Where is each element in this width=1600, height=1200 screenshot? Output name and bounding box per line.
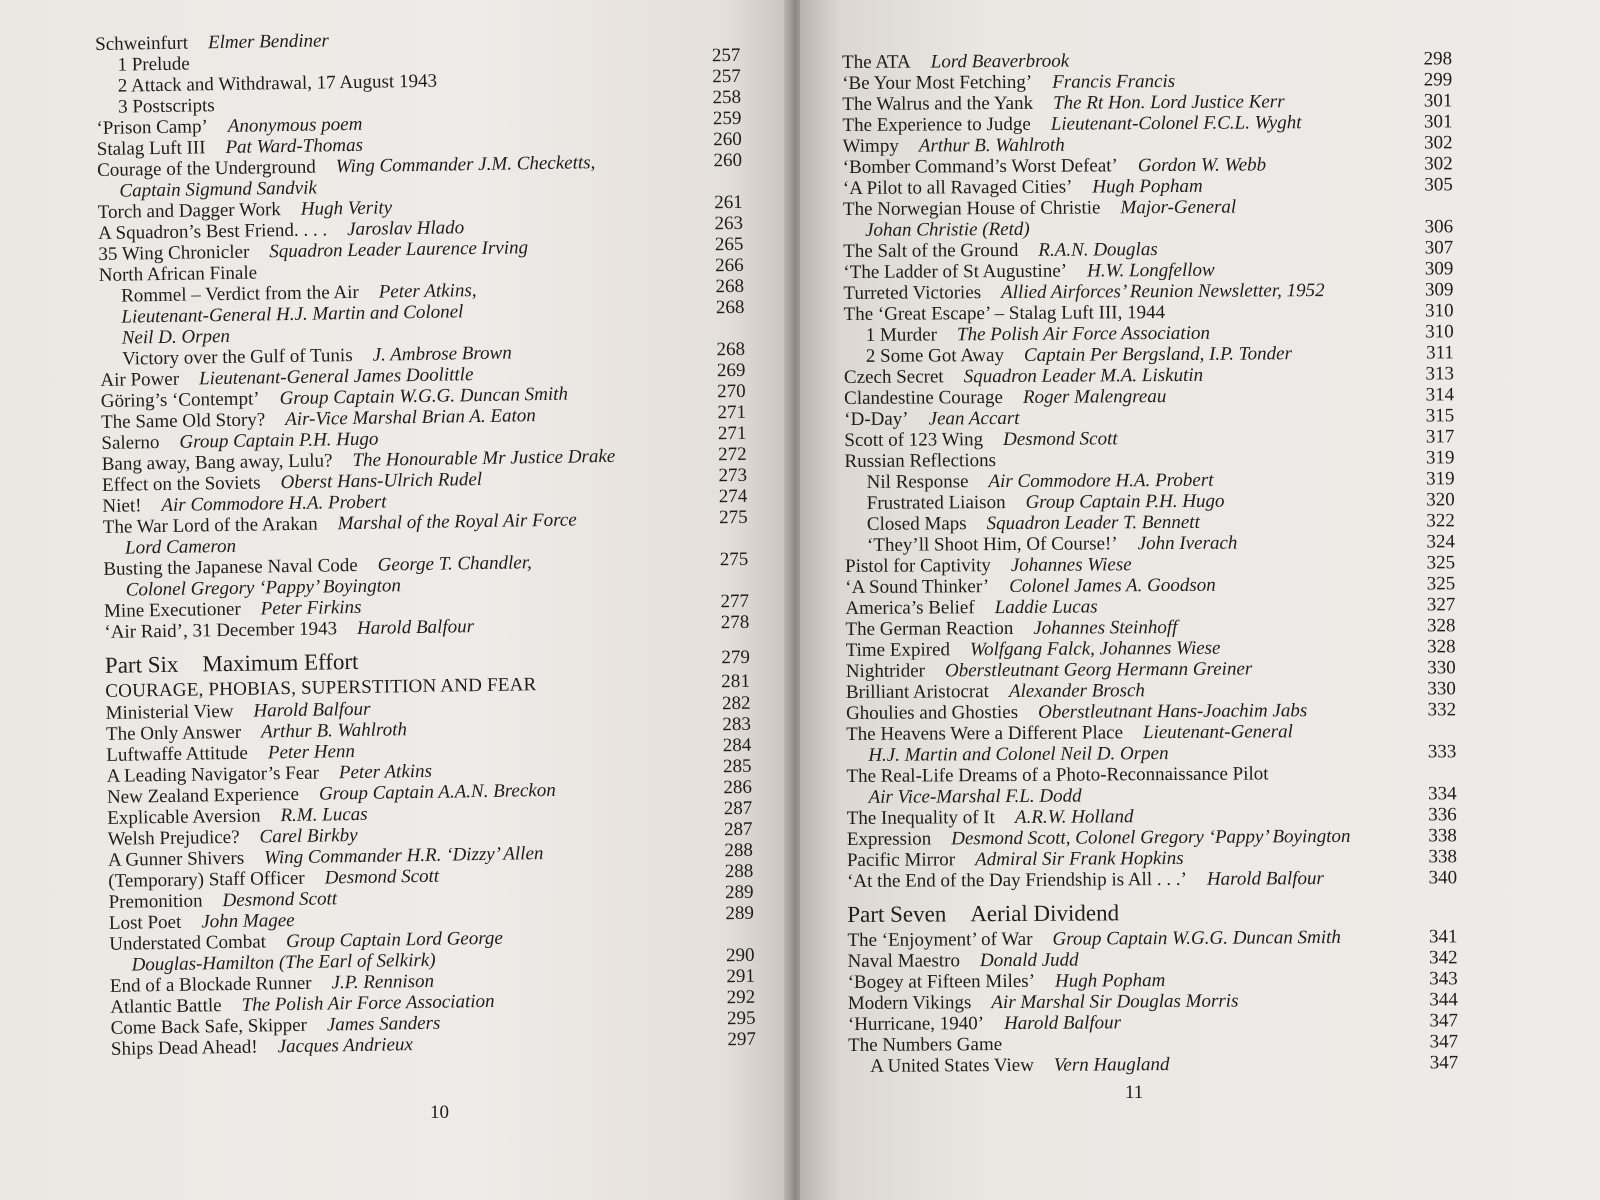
entry-page-number: 324 xyxy=(1426,531,1456,553)
part-label: Part Six xyxy=(104,651,179,678)
entry-author: Jean Accart xyxy=(928,407,1020,430)
entry-title: The ‘Great Escape’ – Stalag Luft III, 1944 xyxy=(843,302,1166,325)
entry-author: Alexander Brosch xyxy=(1008,680,1145,702)
entry-author: Elmer Bendiner xyxy=(207,30,330,54)
entry-page-number: 330 xyxy=(1427,657,1456,679)
entry-author: Harold Balfour xyxy=(253,698,371,722)
entry-page-number: 327 xyxy=(1426,594,1456,616)
entry-author: Allied Airforces’ Reunion Newsletter, 1952 xyxy=(1001,280,1325,304)
entry-author: Desmond Scott xyxy=(324,865,440,889)
entry-page-number xyxy=(672,187,742,188)
entry-author: Desmond Scott xyxy=(222,888,338,912)
entry-author: Admiral Sir Frank Hopkins xyxy=(975,847,1184,871)
entry-title: The Only Answer xyxy=(105,721,242,745)
entry-title: Pacific Mirror xyxy=(846,849,956,871)
entry-author: Air-Vice Marshal Brian A. Eaton xyxy=(285,405,536,431)
entry-author: Vern Haugland xyxy=(1053,1054,1170,1076)
entry-author: Hugh Verity xyxy=(300,197,393,220)
entry-author: Group Captain P.H. Hugo xyxy=(1025,490,1225,513)
entry-page-number: 282 xyxy=(721,692,751,715)
entry-author: Group Captain W.G.G. Duncan Smith xyxy=(279,383,569,410)
entry-page-number: 268 xyxy=(716,338,746,361)
entry-author: J.P. Rennison xyxy=(331,970,435,994)
entry-page-number: 347 xyxy=(1429,1010,1458,1032)
entry-author: Johannes Steinhoff xyxy=(1033,616,1178,639)
entry-author: Captain Per Bergsland, I.P. Tonder xyxy=(1023,343,1292,366)
entry-page-number: 270 xyxy=(717,380,746,403)
entry-page-number: 325 xyxy=(1426,573,1456,595)
entry-page-number xyxy=(670,40,740,41)
entry-page-number: 265 xyxy=(714,233,744,256)
entry-author: Group Captain W.G.G. Duncan Smith xyxy=(1052,926,1341,950)
entry-author: Peter Atkins xyxy=(338,760,433,784)
right-entries-after xyxy=(847,926,1458,1077)
part-seven-heading xyxy=(847,896,1457,930)
left-entries-after xyxy=(106,693,757,1060)
entry-page-number: 258 xyxy=(712,86,742,109)
entry-title: 2 Attack and Withdrawal, 17 August 1943 xyxy=(117,70,438,97)
entry-author: Marshal of the Royal Air Force xyxy=(337,509,577,535)
entry-title: The ‘Enjoyment’ of War xyxy=(847,928,1033,951)
entry-page-number: 268 xyxy=(715,275,745,298)
entry-author: Air Commodore H.A. Probert xyxy=(988,469,1214,493)
entry-page-number: 328 xyxy=(1427,636,1456,658)
entry-title: Stalag Luft III xyxy=(96,137,206,160)
entry-author: Oberstleutnant Georg Hermann Greiner xyxy=(944,658,1253,682)
entry-page-number: 319 xyxy=(1426,468,1455,490)
part-title: Maximum Effort xyxy=(202,648,359,677)
entry-page-number: 310 xyxy=(1425,321,1454,343)
entry-author: Air Vice-Marshal F.L. Dodd xyxy=(868,785,1082,808)
entry-author: Lieutenant-General H.J. Martin and Colonel xyxy=(121,301,464,328)
entry-author: Lord Beaverbrook xyxy=(930,50,1070,73)
entry-title: A Leading Navigator’s Fear xyxy=(106,762,320,787)
entry-author: The Polish Air Force Association xyxy=(241,990,495,1016)
entry-page-number: 344 xyxy=(1429,989,1458,1011)
right-toc xyxy=(842,48,1458,1077)
entry-title: New Zealand Experience xyxy=(106,783,300,808)
entry-author: John Iverach xyxy=(1137,532,1238,555)
entry-title: Effect on the Soviets xyxy=(101,472,261,496)
right-page xyxy=(800,0,1600,1200)
entry-page-number xyxy=(684,940,754,941)
toc-entry xyxy=(847,867,1457,892)
entry-title: America’s Belief xyxy=(845,597,975,619)
entry-title: ‘Be Your Most Fetching’ xyxy=(842,71,1033,94)
entry-title: ‘The Ladder of St Augustine’ xyxy=(843,260,1068,283)
entry-page-number: 266 xyxy=(715,254,744,277)
entry-title: Ships Dead Ahead! xyxy=(110,1036,258,1060)
entry-page-number: 338 xyxy=(1428,825,1457,847)
entry-author: Colonel Gregory ‘Pappy’ Boyington xyxy=(125,575,402,601)
entry-page-number: 333 xyxy=(1427,741,1457,763)
entry-author: The Polish Air Force Association xyxy=(956,322,1211,346)
entry-title: 35 Wing Chronicler xyxy=(98,241,250,265)
entry-page-number: 271 xyxy=(717,401,747,424)
entry-title: Wimpy xyxy=(842,135,899,157)
entry-author: Lord Cameron xyxy=(124,535,237,559)
entry-page-number: 260 xyxy=(713,128,742,151)
entry-author: Group Captain A.A.N. Breckon xyxy=(318,779,556,805)
entry-title: 2 Some Got Away xyxy=(865,345,1005,367)
entry-page-number: 311 xyxy=(1425,342,1454,364)
entry-author: Peter Atkins, xyxy=(378,280,477,303)
entry-page-number: 315 xyxy=(1425,405,1455,427)
entry-page-number: 338 xyxy=(1428,846,1457,868)
entry-author: Air Commodore H.A. Probert xyxy=(161,491,387,517)
entry-title: Clandestine Courage xyxy=(844,387,1004,409)
entry-page-number: 343 xyxy=(1429,968,1458,990)
entry-title: Luftwaffe Attitude xyxy=(106,742,249,766)
entry-author: The Honourable Mr Justice Drake xyxy=(352,445,616,472)
entry-page-number: 301 xyxy=(1423,90,1453,112)
entry-author: Desmond Scott xyxy=(1003,428,1118,451)
entry-author: J. Ambrose Brown xyxy=(372,342,512,366)
entry-page-number: 272 xyxy=(718,443,747,466)
entry-page-number: 277 xyxy=(720,590,750,613)
entry-title: Come Back Safe, Skipper xyxy=(110,1014,308,1039)
entry-author: R.A.N. Douglas xyxy=(1038,239,1158,261)
entry-author: Oberst Hans-Ulrich Rudel xyxy=(280,468,483,494)
entry-title: A United States View xyxy=(870,1054,1034,1077)
entry-page-number: 259 xyxy=(712,107,742,130)
entry-title: Air Power xyxy=(100,368,180,391)
entry-page-number: 297 xyxy=(727,1028,757,1051)
entry-page-number: 288 xyxy=(724,860,754,883)
entry-title: A Gunner Shivers xyxy=(107,847,245,871)
entry-page-number: 330 xyxy=(1427,678,1456,700)
entry-author: Group Captain Lord George xyxy=(285,927,504,953)
entry-page-number: 347 xyxy=(1429,1052,1459,1074)
entry-author: R.M. Lucas xyxy=(280,803,368,827)
entry-page-number: 287 xyxy=(723,818,753,841)
entry-page-number xyxy=(678,544,748,545)
entry-page-number: 298 xyxy=(1423,48,1453,70)
entry-title: Russian Reflections xyxy=(844,450,997,472)
entry-title: Victory over the Gulf of Tunis xyxy=(121,344,353,370)
entry-page-number: 287 xyxy=(723,797,753,820)
entry-page-number: 305 xyxy=(1424,174,1453,196)
entry-page-number: 325 xyxy=(1426,552,1456,574)
entry-page-number: 278 xyxy=(720,611,750,634)
entry-author: Air Marshal Sir Douglas Morris xyxy=(991,990,1239,1014)
entry-author: Wolfgang Falck, Johannes Wiese xyxy=(969,637,1221,661)
entry-title: ‘Prison Camp’ xyxy=(96,116,208,139)
entry-author: Captain Sigmund Sandvik xyxy=(119,177,318,202)
entry-title: North African Finale xyxy=(98,262,258,286)
entry-author: Harold Balfour xyxy=(356,616,475,639)
entry-title: (Temporary) Staff Officer xyxy=(108,867,305,892)
entry-page-number: 340 xyxy=(1428,867,1458,889)
entry-page-number: 289 xyxy=(724,881,754,904)
entry-page-number: 261 xyxy=(714,191,743,214)
entry-title: Time Expired xyxy=(845,639,951,661)
entry-author: Arthur B. Wahlroth xyxy=(260,719,408,743)
entry-page-number: 322 xyxy=(1426,510,1455,532)
entry-title: 1 Murder xyxy=(865,324,938,346)
entry-author: George T. Chandler, xyxy=(377,552,532,576)
entry-page-number: 334 xyxy=(1427,783,1457,805)
entry-title: ‘A Sound Thinker’ xyxy=(845,576,990,598)
entry-page-number: 263 xyxy=(714,212,744,235)
entry-title: The War Lord of the Arakan xyxy=(102,513,318,538)
entry-title: ‘Bomber Command’s Worst Defeat’ xyxy=(842,155,1118,178)
entry-author: Carel Birkby xyxy=(259,824,358,848)
entry-author: Major-General xyxy=(1120,196,1237,219)
page-number-left: 10 xyxy=(430,1102,449,1123)
entry-page-number: 299 xyxy=(1423,69,1453,91)
entry-page-number: 332 xyxy=(1427,699,1457,721)
entry-author: Squadron Leader T. Bennett xyxy=(986,511,1200,535)
entry-title: Scott of 123 Wing xyxy=(844,429,984,451)
entry-author: Francis Francis xyxy=(1052,70,1176,93)
entry-title: Nightrider xyxy=(845,660,926,682)
entry-title: Schweinfurt xyxy=(95,32,189,55)
entry-title: Lost Poet xyxy=(108,911,182,934)
entry-author: Harold Balfour xyxy=(1003,1012,1122,1035)
entry-author: Johan Christie (Retd) xyxy=(865,218,1030,241)
entry-title: A Squadron’s Best Friend. . . . xyxy=(97,219,328,244)
entry-page-number: 319 xyxy=(1425,447,1455,469)
entry-page-number: 302 xyxy=(1424,153,1453,175)
entry-page-number: 275 xyxy=(719,548,749,571)
entry-author: Wing Commander H.R. ‘Dizzy’ Allen xyxy=(263,843,544,869)
entry-page-number: 288 xyxy=(724,839,754,862)
entry-author: Harold Balfour xyxy=(1206,868,1324,890)
entry-author: Jaroslav Hlado xyxy=(347,217,465,241)
entry-title: Niet! xyxy=(102,495,142,517)
entry-page-number: 289 xyxy=(725,902,755,925)
entry-page-number: 310 xyxy=(1425,300,1454,322)
entry-page-number: 328 xyxy=(1426,615,1456,637)
entry-page-number: 314 xyxy=(1425,384,1455,406)
entry-page-number: 286 xyxy=(723,776,753,799)
entry-title: Courage of the Underground xyxy=(96,156,316,181)
entry-title: Modern Vikings xyxy=(847,992,972,1014)
entry-page-number: 274 xyxy=(718,485,748,508)
entry-title: ‘D-Day’ xyxy=(844,408,909,430)
entry-page-number: 317 xyxy=(1425,426,1455,448)
entry-author: Peter Henn xyxy=(267,741,356,764)
entry-title: ‘They’ll Shoot Him, Of Course!’ xyxy=(866,533,1118,556)
section-title: COURAGE, PHOBIAS, SUPERSTITION AND FEAR xyxy=(105,674,537,702)
entry-author: Jacques Andrieux xyxy=(277,1034,414,1058)
entry-author: Douglas-Hamilton (The Earl of Selkirk) xyxy=(131,949,436,976)
entry-title: Expression xyxy=(846,828,932,850)
entry-author: Pat Ward-Thomas xyxy=(225,134,364,158)
part-page-number: 279 xyxy=(721,646,751,669)
entry-page-number: 260 xyxy=(713,149,743,172)
entry-author: Gordon W. Webb xyxy=(1137,154,1267,177)
entry-author: Arthur B. Wahlroth xyxy=(918,134,1065,157)
entry-author: The Rt Hon. Lord Justice Kerr xyxy=(1052,91,1285,114)
entry-author: Squadron Leader M.A. Liskutin xyxy=(963,364,1204,388)
entry-page-number: 307 xyxy=(1424,237,1454,259)
entry-title: The ATA xyxy=(842,51,911,73)
entry-page-number: 301 xyxy=(1423,111,1453,133)
entry-page-number: 269 xyxy=(716,359,746,382)
entry-author: Anonymous poem xyxy=(227,113,363,137)
entry-page-number: 257 xyxy=(711,44,741,67)
entry-title: The Real-Life Dreams of a Photo-Reconnaissance Pilot xyxy=(846,763,1269,787)
toc-entry xyxy=(848,1052,1458,1077)
entry-page-number: 273 xyxy=(718,464,748,487)
entry-title: ‘At the End of the Day Friendship is All . . .’ xyxy=(847,868,1187,892)
entry-author: Lieutenant-General James Doolittle xyxy=(198,364,474,390)
entry-title: ‘Air Raid’, 31 December 1943 xyxy=(104,618,338,643)
section-page-number: 281 xyxy=(720,670,751,693)
entry-author: Donald Judd xyxy=(979,949,1079,972)
entry-page-number: 271 xyxy=(717,422,747,445)
entry-page-number: 347 xyxy=(1429,1031,1459,1053)
entry-title: Mine Executioner xyxy=(103,598,241,622)
left-entries-before xyxy=(95,24,749,643)
entry-author: Johannes Wiese xyxy=(1010,554,1132,576)
entry-title: Explicable Aversion xyxy=(107,805,261,829)
entry-title: The Inequality of It xyxy=(846,807,996,829)
part-label: Part Seven xyxy=(847,901,947,927)
entry-title: Rommel – Verdict from the Air xyxy=(120,281,359,307)
entry-page-number: 313 xyxy=(1425,363,1455,385)
entry-title: The Walrus and the Yank xyxy=(842,92,1034,115)
entry-title: Nil Response xyxy=(866,471,969,493)
left-page xyxy=(0,0,790,1200)
entry-author: Laddie Lucas xyxy=(994,596,1098,619)
entry-page-number: 285 xyxy=(722,755,752,778)
entry-title: Brilliant Aristocrat xyxy=(845,681,989,703)
entry-page-number: 284 xyxy=(722,734,752,757)
entry-title: Frustrated Liaison xyxy=(866,492,1006,514)
entry-title: End of a Blockade Runner xyxy=(109,972,312,997)
entry-author: John Magee xyxy=(201,909,295,933)
entry-title: The Same Old Story? xyxy=(100,409,266,433)
entry-page-number: 257 xyxy=(712,65,741,88)
entry-author: Group Captain P.H. Hugo xyxy=(179,428,379,453)
entry-page-number xyxy=(679,586,749,587)
entry-title: The German Reaction xyxy=(845,617,1014,640)
entry-title: 3 Postscripts xyxy=(117,95,215,118)
entry-page-number: 268 xyxy=(715,296,745,319)
entry-title: Czech Secret xyxy=(843,366,944,388)
entry-page-number: 306 xyxy=(1424,216,1454,238)
entry-page-number: 341 xyxy=(1428,926,1458,948)
page-number-right: 11 xyxy=(1125,1082,1144,1103)
entry-page-number: 295 xyxy=(726,1007,756,1030)
entry-title: Understated Combat xyxy=(109,931,267,955)
entry-author: Neil D. Orpen xyxy=(121,325,231,349)
entry-author: H.W. Longfellow xyxy=(1087,259,1215,282)
entry-title: Turreted Victories xyxy=(843,282,982,304)
entry-author: A.R.W. Holland xyxy=(1014,806,1134,828)
part-title: Aerial Dividend xyxy=(970,900,1120,927)
entry-page-number: 302 xyxy=(1424,132,1453,154)
entry-author: Hugh Popham xyxy=(1092,175,1203,198)
entry-title: Salerno xyxy=(101,432,160,454)
entry-page-number: 309 xyxy=(1424,258,1454,280)
entry-title: ‘A Pilot to all Ravaged Cities’ xyxy=(842,176,1073,199)
entry-title: Göring’s ‘Contempt’ xyxy=(100,388,260,412)
entry-title: The Numbers Game xyxy=(848,1034,1003,1056)
entry-author: Wing Commander J.M. Checketts, xyxy=(335,152,596,178)
entry-title: Ghoulies and Ghosties xyxy=(845,701,1019,724)
entry-author: James Sanders xyxy=(326,1012,441,1036)
entry-author: Hugh Popham xyxy=(1054,970,1166,992)
entry-title: Closed Maps xyxy=(866,513,967,535)
entry-author: Roger Malengreau xyxy=(1022,386,1167,408)
entry-author: Peter Firkins xyxy=(260,596,362,620)
entry-title: ‘Bogey at Fifteen Miles’ xyxy=(847,970,1036,993)
entry-author: Colonel James A. Goodson xyxy=(1009,574,1216,597)
right-entries-before xyxy=(842,48,1457,892)
entry-title: Pistol for Captivity xyxy=(845,555,991,577)
entry-page-number: 290 xyxy=(725,944,755,967)
entry-page-number: 336 xyxy=(1428,804,1457,826)
entry-page-number: 291 xyxy=(726,965,756,988)
entry-page-number: 320 xyxy=(1426,489,1455,511)
entry-page-number: 309 xyxy=(1424,279,1454,301)
entry-title: Premonition xyxy=(108,890,203,913)
entry-page-number: 342 xyxy=(1428,947,1458,969)
entry-title: Atlantic Battle xyxy=(110,995,222,1018)
entry-page-number xyxy=(675,334,745,335)
entry-title: Welsh Prejudice? xyxy=(107,826,240,850)
entry-page-number: 292 xyxy=(726,986,756,1009)
entry-title: Naval Maestro xyxy=(847,950,961,972)
left-toc xyxy=(95,24,756,1060)
entry-title: ‘Hurricane, 1940’ xyxy=(847,1013,985,1035)
entry-title: Busting the Japanese Naval Code xyxy=(103,554,358,580)
entry-title: The Norwegian House of Christie xyxy=(842,197,1101,220)
entry-title: The Experience to Judge xyxy=(842,113,1031,136)
entry-title: The Salt of the Ground xyxy=(843,239,1019,262)
entry-author: Oberstleutnant Hans-Joachim Jabs xyxy=(1038,700,1308,723)
entry-author: Lieutenant-General xyxy=(1142,721,1293,744)
entry-author: Desmond Scott, Colonel Gregory ‘Pappy’ Boyington xyxy=(951,825,1351,850)
entry-title: Ministerial View xyxy=(105,700,234,724)
entry-page-number: 283 xyxy=(722,713,752,736)
entry-title: The Heavens Were a Different Place xyxy=(846,722,1124,745)
entry-title: Bang away, Bang away, Lulu? xyxy=(101,450,333,475)
entry-author: Squadron Leader Laurence Irving xyxy=(269,237,529,263)
entry-title: 1 Prelude xyxy=(117,53,190,76)
entry-title: Torch and Dagger Work xyxy=(97,199,281,223)
entry-author: H.J. Martin and Colonel Neil D. Orpen xyxy=(868,743,1169,766)
entry-author: Lieutenant-Colonel F.C.L. Wyght xyxy=(1050,112,1302,135)
entry-page-number: 275 xyxy=(719,506,748,529)
